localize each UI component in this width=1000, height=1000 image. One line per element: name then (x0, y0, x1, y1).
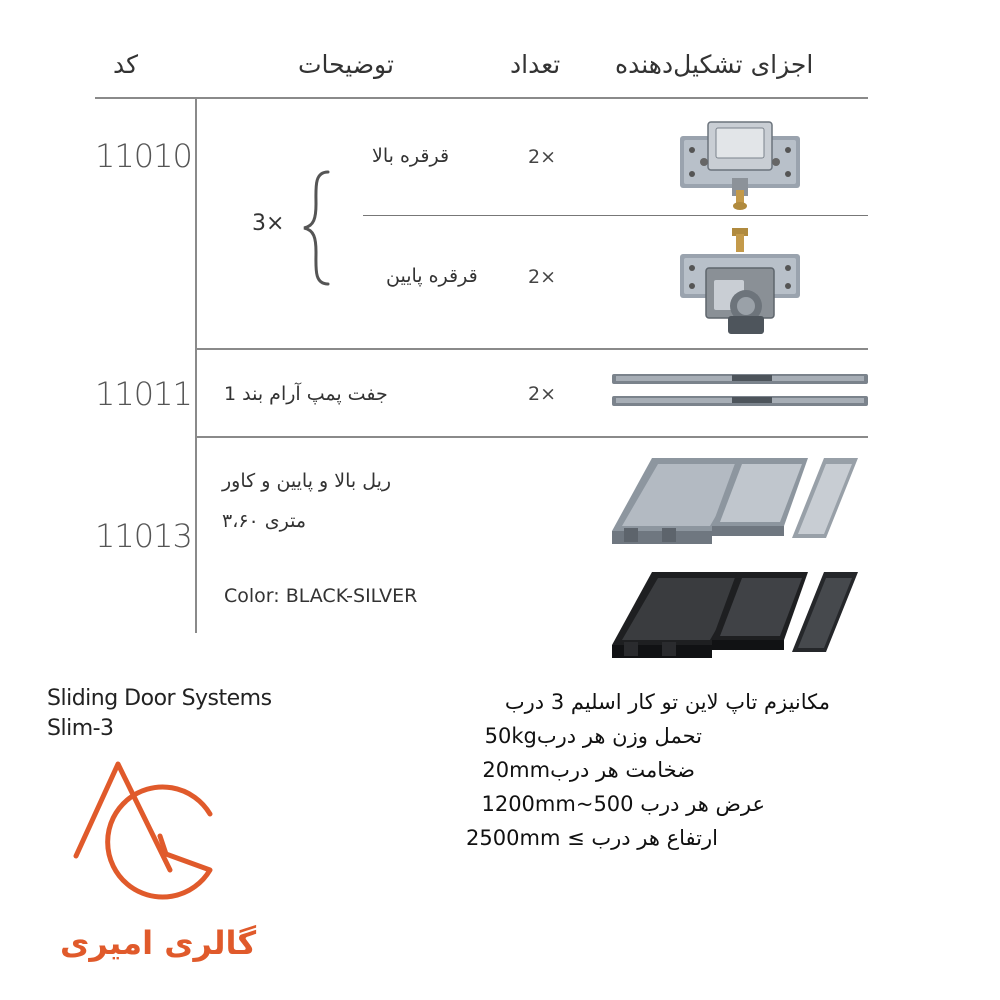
product-title: Sliding Door Systems (47, 686, 272, 711)
row-divider-1 (197, 348, 868, 350)
row-divider-inner (363, 215, 868, 216)
rail-description-line2: ۳،۶۰ متری (222, 510, 307, 532)
damper-qty: 2× (528, 383, 557, 405)
curly-brace-icon (298, 168, 334, 288)
product-model: Slim-3 (47, 716, 114, 741)
lower-roller-qty: 2× (528, 266, 557, 288)
color-label: Color: BLACK-SILVER (224, 585, 418, 607)
rail-description-line1: ریل بالا و پایین و کاور (222, 470, 392, 492)
spec-line-1: مکانیزم تاپ لاین تو کار اسلیم 3 درب (504, 690, 830, 714)
soft-close-damper-image (612, 370, 868, 410)
code-11013: 11013 (95, 517, 192, 555)
header-count: تعداد (510, 50, 561, 79)
upper-roller-label: قرقره بالا (372, 145, 450, 167)
upper-roller-image (680, 118, 800, 213)
header-divider (95, 97, 868, 99)
lower-roller-label: قرقره پایین (386, 265, 478, 287)
spec-line-4: عرض هر درب 500~1200mm (481, 792, 765, 816)
lower-roller-image (680, 228, 800, 338)
spec-line-3: ضخامت هر درب20mm (482, 758, 695, 782)
damper-label: 1 جفت پمپ آرام بند (224, 383, 388, 405)
code-11010: 11010 (95, 137, 192, 175)
header-description: توضیحات (298, 50, 394, 79)
column-divider (195, 98, 197, 633)
spec-line-5: ارتفاع هر درب ≥ 2500mm (466, 826, 718, 850)
code-11011: 11011 (95, 375, 192, 413)
brand-name: گالری امیری (60, 924, 257, 962)
header-components: اجزای تشکیل‌دهنده (615, 50, 814, 79)
black-rail-profiles-image (612, 570, 862, 660)
row-divider-2 (197, 436, 868, 438)
ag-logo-icon (70, 760, 230, 910)
header-code: کد (113, 50, 139, 79)
silver-rail-profiles-image (612, 456, 862, 546)
row1-multiplier: 3× (252, 211, 285, 236)
upper-roller-qty: 2× (528, 146, 557, 168)
spec-line-2: تحمل وزن هر درب50kg (484, 724, 702, 748)
